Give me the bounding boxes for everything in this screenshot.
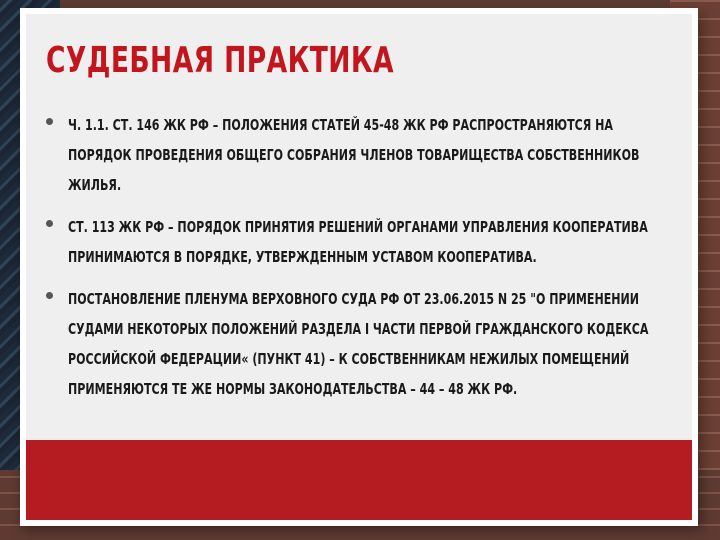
bullet-list — [44, 110, 684, 416]
bullet-item — [44, 212, 684, 272]
bullet-text: Ч. 1.1. СТ. 146 ЖК РФ – ПОЛОЖЕНИЯ СТАТЕЙ 45-48 ЖК РФ РАСПРОСТРАНЯЮТСЯ НА ПОРЯДОК ПРОВЕДЕНИЯ ОБЩЕГО СОБРАНИЯ ЧЛЕНОВ ТОВАРИЩЕСТВА СОБСТВЕННИКОВ ЖИЛЬЯ. — [68, 116, 640, 194]
accent-band — [26, 440, 692, 520]
bullet-item — [44, 284, 684, 404]
slide-card-body — [26, 14, 692, 520]
bullet-item — [44, 110, 684, 200]
bullet-text: СТ. 113 ЖК РФ – ПОРЯДОК ПРИНЯТИЯ РЕШЕНИЙ ОРГАНАМИ УПРАВЛЕНИЯ КООПЕРАТИВА ПРИНИМАЮТСЯ В ПОРЯДКЕ, УТВЕРЖДЕННЫМ УСТАВОМ КООПЕРАТИВА. — [68, 218, 648, 266]
bullet-dot-icon — [46, 220, 53, 227]
bullet-text: ПОСТАНОВЛЕНИЕ ПЛЕНУМА ВЕРХОВНОГО СУДА РФ ОТ 23.06.2015 N 25 "О ПРИМЕНЕНИИ СУДАМИ НЕКОТОРЫХ ПОЛОЖЕНИЙ РАЗДЕЛА I ЧАСТИ ПЕРВОЙ ГРАЖДАНСКОГО КОДЕКСА РОССИЙСКОЙ ФЕДЕРАЦИИ« (ПУНКТ 41) – К СОБСТВЕННИКАМ НЕЖИЛЫХ ПОМЕЩЕНИЙ ПРИМЕНЯЮТСЯ ТЕ ЖЕ НОРМЫ ЗАКОНОДАТЕЛЬСТВА – 44 – 48 ЖК РФ. — [68, 290, 649, 398]
bullet-dot-icon — [46, 292, 53, 299]
bullet-dot-icon — [46, 118, 53, 125]
slide-title: СУДЕБНАЯ ПРАКТИКА — [46, 40, 395, 81]
slide-card — [20, 8, 698, 526]
